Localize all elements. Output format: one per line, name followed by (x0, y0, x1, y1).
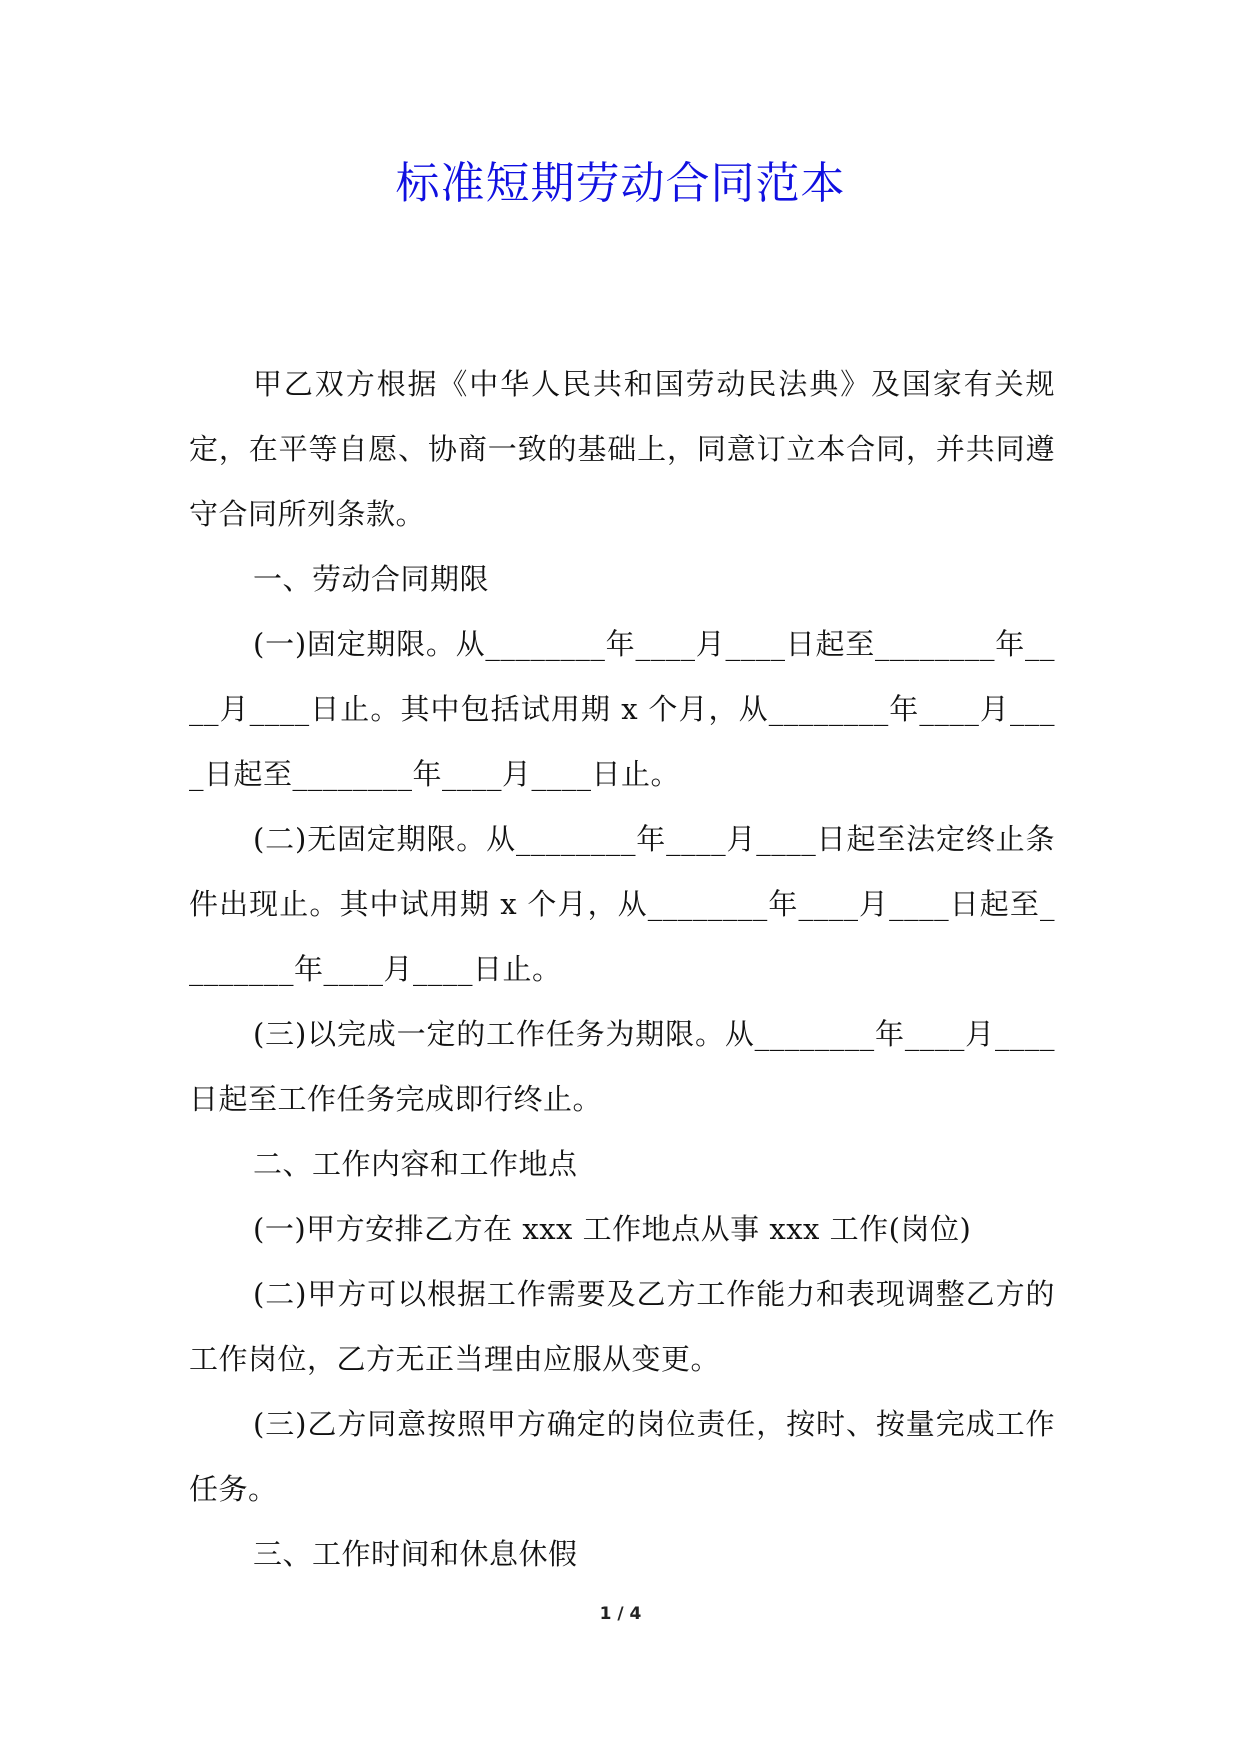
document-title: 标准短期劳动合同范本 (395, 158, 846, 209)
clause-task-term: (三)以完成一定的工作任务为期限。从________年____月____日起至工作任务完成即行终止。 (189, 1017, 1055, 1116)
page-number: 1 / 4 (599, 1604, 642, 1624)
clause-work-location: (一)甲方安排乙方在 xxx 工作地点从事 xxx 工作(岗位) (253, 1212, 972, 1246)
clause-open-term: (二)无固定期限。从________年____月____日起至法定终止条件出现止。其中试用期 x 个月，从________年____月____日起至________年____月____日止。 (189, 822, 1055, 986)
section-heading-work-hours: 三、工作时间和休息休假 (253, 1537, 578, 1571)
section-heading-contract-term: 一、劳动合同期限 (253, 562, 490, 596)
section-heading-work-content: 二、工作内容和工作地点 (253, 1147, 578, 1181)
intro-paragraph: 甲乙双方根据《中华人民共和国劳动民法典》及国家有关规定，在平等自愿、协商一致的基础上，同意订立本合同，并共同遵守合同所列条款。 (189, 367, 1055, 531)
document-body (189, 352, 1055, 1587)
clause-fixed-term: (一)固定期限。从________年____月____日起至________年____月____日止。其中包括试用期 x 个月，从________年____月____日起至________年____月____日止。 (189, 627, 1055, 791)
clause-position-adjustment: (二)甲方可以根据工作需要及乙方工作能力和表现调整乙方的工作岗位，乙方无正当理由应服从变更。 (189, 1277, 1055, 1376)
clause-task-completion: (三)乙方同意按照甲方确定的岗位责任，按时、按量完成工作任务。 (189, 1407, 1055, 1506)
